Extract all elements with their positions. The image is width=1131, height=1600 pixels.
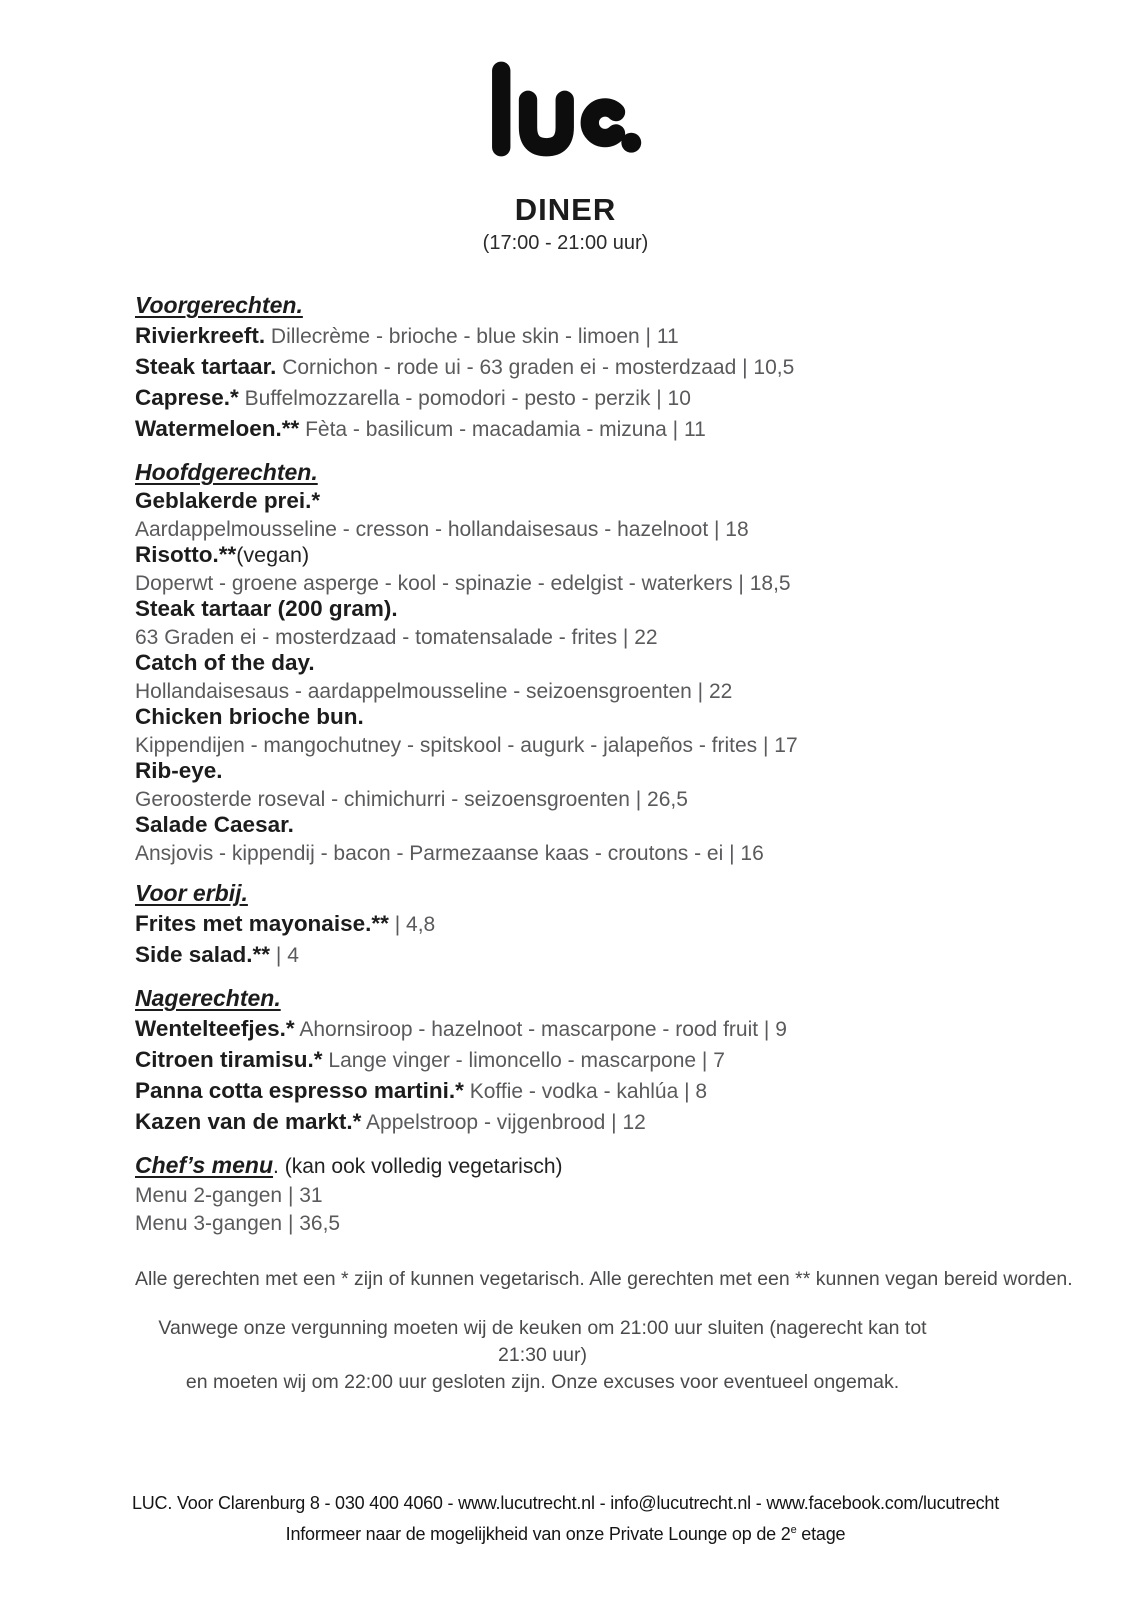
closing-note-line2: en moeten wij om 22:00 uur gesloten zijn. Onze excuses voor eventueel ongemak. [185, 1371, 900, 1393]
item-description: | 4,8 [394, 913, 436, 936]
menu-section-nagerechten [135, 985, 996, 1138]
page-title: DINER [514, 192, 617, 227]
item-name: Catch of the day. [135, 650, 315, 675]
luc-logo [489, 60, 642, 158]
menu-item: Menu 3-gangen | 36,5 [135, 1212, 341, 1235]
menu-item [135, 596, 996, 625]
menu-sections [135, 292, 996, 1238]
item-description: Fèta - basilicum - macadamia - mizuna | 11 [305, 418, 706, 441]
section-title: Hoofdgerechten. [135, 459, 318, 485]
item-description: Hollandaisesaus - aardappelmousseline - seizoensgroenten | 22 [135, 679, 733, 703]
contact-line: LUC. Voor Clarenburg 8 - 030 400 4060 - www.lucutrecht.nl - info@lucutrecht.nl - www.facebook.com/lucutrecht [131, 1493, 1000, 1513]
section-heading [135, 985, 996, 1012]
section-title: Nagerechten. [135, 985, 281, 1011]
item-description: | 4 [275, 944, 299, 967]
menu-item [135, 1107, 996, 1138]
section-title-suffix: . (kan ook volledig vegetarisch) [273, 1155, 563, 1178]
menu-footer [0, 1490, 1131, 1548]
section-title: Chef’s menu [135, 1152, 274, 1178]
menu-section-voorgerechten [135, 292, 996, 445]
item-description: Geroosterde roseval - chimichurri - seizoensgroenten | 26,5 [135, 787, 688, 811]
item-name-suffix: (vegan) [236, 543, 310, 567]
item-name: Caprese.* [135, 385, 239, 410]
menu-item [135, 909, 996, 940]
item-description: Appelstroop - vijgenbrood | 12 [366, 1111, 646, 1134]
menu-item [135, 352, 996, 383]
menu-header [0, 0, 1131, 256]
item-description: Dillecrème - brioche - blue skin - limoen | 11 [270, 325, 679, 348]
closing-note-line1: Vanwege onze vergunning moeten wij de keuken om 21:00 uur sluiten (nagerecht kan tot 21:30 uur) [158, 1317, 927, 1366]
item-name: Watermeloen.** [135, 416, 300, 441]
menu-item [135, 1076, 996, 1107]
item-name: Panna cotta espresso martini.* [135, 1078, 464, 1103]
logo-letter-c [590, 107, 616, 138]
section-heading [135, 880, 996, 907]
item-description: Koffie - vodka - kahlúa | 8 [469, 1080, 708, 1103]
item-name: Rivierkreeft. [135, 323, 266, 348]
item-description: Buffelmozzarella - pomodori - pesto - perzik | 10 [244, 387, 691, 410]
menu-item [135, 940, 996, 971]
item-name: Rib-eye. [135, 758, 223, 783]
item-name: Side salad.** [135, 942, 271, 967]
item-name: Geblakerde prei.* [135, 488, 321, 513]
item-name: Steak tartaar. [135, 354, 277, 379]
item-name: Frites met mayonaise.** [135, 911, 389, 936]
item-description: Doperwt - groene asperge - kool - spinazie - edelgist - waterkers | 18,5 [135, 571, 791, 595]
item-description: Cornichon - rode ui - 63 graden ei - mosterdzaad | 10,5 [282, 356, 795, 379]
notes [135, 1267, 1073, 1396]
menu-section-voor-erbij [135, 880, 996, 971]
logo-period-dot [621, 133, 641, 153]
menu-item [135, 488, 996, 517]
item-description: 63 Graden ei - mosterdzaad - tomatensalade - frites | 22 [135, 625, 658, 649]
menu-section-hoofdgerechten [135, 459, 996, 866]
menu-item [135, 542, 996, 571]
logo-letter-u [528, 100, 565, 147]
menu-item: Menu 2-gangen | 31 [135, 1184, 323, 1207]
opening-hours: (17:00 - 21:00 uur) [482, 232, 649, 254]
closing-note [135, 1315, 950, 1396]
section-heading [135, 292, 996, 319]
item-name: Wentelteefjes.* [135, 1016, 295, 1041]
item-description: Aardappelmousseline - cresson - hollandaisesaus - hazelnoot | 18 [135, 517, 749, 541]
menu-item [135, 650, 996, 679]
section-heading [135, 459, 996, 486]
lounge-line-superscript: e [790, 1524, 797, 1536]
item-description: Ahornsiroop - hazelnoot - mascarpone - rood fruit | 9 [299, 1018, 787, 1041]
vegetarian-note: Alle gerechten met een * zijn of kunnen vegetarisch. Alle gerechten met een ** kunnen vegan bereid worden. [135, 1268, 1073, 1290]
item-name: Steak tartaar (200 gram). [135, 596, 398, 621]
item-description: Lange vinger - limoncello - mascarpone | 7 [328, 1049, 725, 1072]
menu-item [135, 414, 996, 445]
menu-item [135, 704, 996, 733]
lounge-line [0, 1517, 1131, 1548]
menu-item [135, 1014, 996, 1045]
menu-item [135, 383, 996, 414]
section-title: Voor erbij. [135, 880, 248, 906]
item-description: Ansjovis - kippendij - bacon - Parmezaanse kaas - croutons - ei | 16 [135, 841, 764, 865]
menu-section-chef-s-menu [135, 1152, 996, 1238]
menu-item [135, 1045, 996, 1076]
lounge-line-text: Informeer naar de mogelijkheid van onze Private Lounge op de 2 [285, 1524, 791, 1544]
item-name: Chicken brioche bun. [135, 704, 364, 729]
item-name: Risotto.** [135, 542, 237, 567]
menu-item [135, 758, 996, 787]
menu-item [135, 812, 996, 841]
section-heading [135, 1152, 996, 1180]
item-description: Kippendijen - mangochutney - spitskool - augurk - jalapeños - frites | 17 [135, 733, 798, 757]
section-title: Voorgerechten. [135, 292, 303, 318]
menu-item [135, 321, 996, 352]
lounge-line-suffix: etage [796, 1524, 846, 1544]
item-name: Kazen van de markt.* [135, 1109, 362, 1134]
item-name: Salade Caesar. [135, 812, 294, 837]
item-name: Citroen tiramisu.* [135, 1047, 323, 1072]
